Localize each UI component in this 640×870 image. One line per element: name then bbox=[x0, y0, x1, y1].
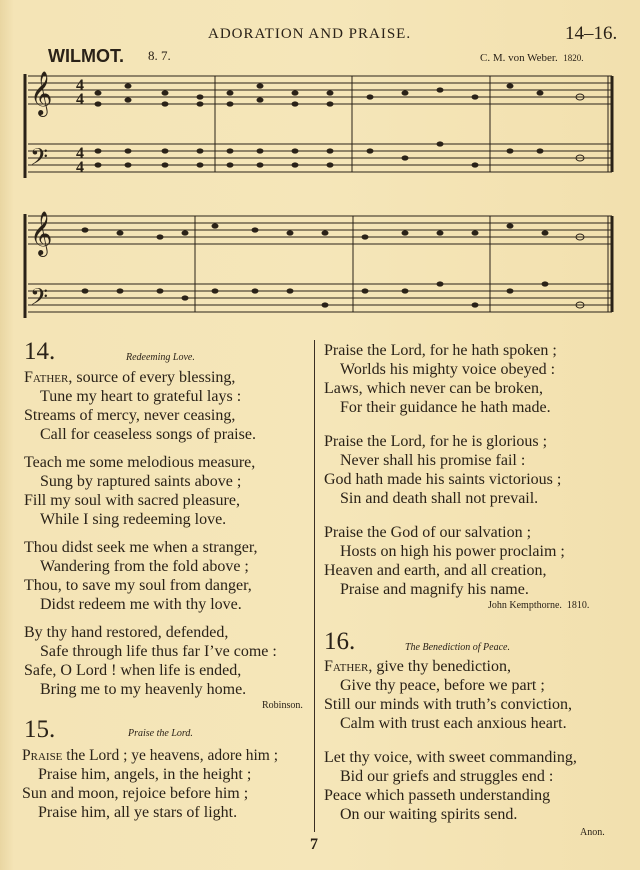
verse-line: Call for ceaseless songs of praise. bbox=[40, 426, 256, 443]
verse-line: Praise the Lord ; ye heavens, adore him ; bbox=[22, 747, 279, 764]
hymn-title: Redeeming Love. bbox=[126, 352, 195, 363]
composer: C. M. von Weber. 1820. bbox=[480, 52, 584, 64]
tune-meter: 8. 7. bbox=[148, 48, 171, 63]
section-title: ADORATION AND PRAISE. bbox=[208, 26, 412, 42]
verse-line: Give thy peace, before we part ; bbox=[340, 677, 545, 694]
verse-line: Laws, which never can be broken, bbox=[324, 380, 544, 397]
svg-text:4: 4 bbox=[76, 145, 84, 162]
hymn-number: 14. bbox=[24, 338, 56, 365]
music-system-2 bbox=[20, 206, 620, 330]
verse-line: Never shall his promise fail : bbox=[340, 452, 526, 469]
hymn-title: The Benediction of Peace. bbox=[405, 642, 510, 653]
verse-line: Praise the God of our salvation ; bbox=[324, 524, 532, 541]
verse-line: Didst redeem me with thy love. bbox=[40, 596, 242, 613]
verse-line: Safe, O Lord ! when life is ended, bbox=[24, 662, 242, 679]
verse-line: Father, source of every blessing, bbox=[24, 369, 236, 386]
verse-line: Father, give thy benediction, bbox=[324, 658, 511, 675]
verse-line: Sin and death shall not prevail. bbox=[340, 490, 539, 507]
svg-text:𝄢: 𝄢 bbox=[30, 145, 49, 176]
verse-line: Hosts on high his power proclaim ; bbox=[340, 543, 565, 560]
hymn-title: Praise the Lord. bbox=[128, 728, 193, 739]
svg-text:4: 4 bbox=[76, 91, 84, 108]
svg-text:𝄞: 𝄞 bbox=[30, 213, 53, 255]
svg-text:4: 4 bbox=[76, 159, 84, 176]
svg-text:𝄢: 𝄢 bbox=[30, 285, 49, 316]
verse-line: By thy hand restored, defended, bbox=[24, 624, 229, 641]
verse-line: Bring me to my heavenly home. bbox=[40, 681, 247, 698]
verse-line: Thou didst seek me when a stranger, bbox=[24, 539, 258, 556]
tune-name: WILMOT. bbox=[48, 46, 124, 66]
verse-line: Sung by raptured saints above ; bbox=[40, 473, 242, 490]
verse-line: Sun and moon, rejoice before him ; bbox=[22, 785, 249, 802]
hymn-author: John Kempthorne. 1810. bbox=[488, 600, 590, 611]
verse-line: Peace which passeth understanding bbox=[324, 787, 551, 804]
hymn-author: Anon. bbox=[580, 827, 605, 838]
verse-line: Calm with trust each anxious heart. bbox=[340, 715, 567, 732]
verse-line: Heaven and earth, and all creation, bbox=[324, 562, 547, 579]
column-divider bbox=[314, 340, 315, 832]
verse-line: For their guidance he hath made. bbox=[340, 399, 551, 416]
verse-line: Praise the Lord, for he hath spoken ; bbox=[324, 342, 557, 359]
verse-line: Teach me some melodious measure, bbox=[24, 454, 256, 471]
verse-line: Let thy voice, with sweet commanding, bbox=[324, 749, 577, 766]
hymn-number: 16. bbox=[324, 628, 356, 655]
verse-line: Tune my heart to grateful lays : bbox=[40, 388, 242, 405]
hymn-number: 15. bbox=[24, 716, 56, 743]
svg-text:4: 4 bbox=[76, 77, 84, 94]
hymn-author: Robinson. bbox=[262, 700, 303, 711]
verse-line: Safe through life thus far I’ve come : bbox=[40, 643, 277, 660]
verse-line: Still our minds with truth’s conviction, bbox=[324, 696, 572, 713]
verse-line: Praise him, all ye stars of light. bbox=[38, 804, 238, 821]
verse-line: Praise and magnify his name. bbox=[340, 581, 529, 598]
verse-line: Praise the Lord, for he is glorious ; bbox=[324, 433, 548, 450]
verse-line: Streams of mercy, never ceasing, bbox=[24, 407, 236, 424]
verse-line: While I sing redeeming love. bbox=[40, 511, 227, 528]
music-system-1 bbox=[20, 66, 620, 190]
verse-line: Fill my soul with sacred pleasure, bbox=[24, 492, 240, 509]
verse-line: Bid our griefs and struggles end : bbox=[340, 768, 554, 785]
verse-line: Thou, to save my soul from danger, bbox=[24, 577, 252, 594]
verse-line: Worlds his mighty voice obeyed : bbox=[340, 361, 556, 378]
verse-line: God hath made his saints victorious ; bbox=[324, 471, 562, 488]
verse-line: On our waiting spirits send. bbox=[340, 806, 518, 823]
verse-line: Wandering from the fold above ; bbox=[40, 558, 249, 575]
verse-line: Praise him, angels, in the height ; bbox=[38, 766, 252, 783]
svg-text:𝄞: 𝄞 bbox=[30, 73, 53, 115]
page-number: 7 bbox=[310, 836, 318, 853]
hymn-range: 14–16. bbox=[565, 23, 618, 44]
